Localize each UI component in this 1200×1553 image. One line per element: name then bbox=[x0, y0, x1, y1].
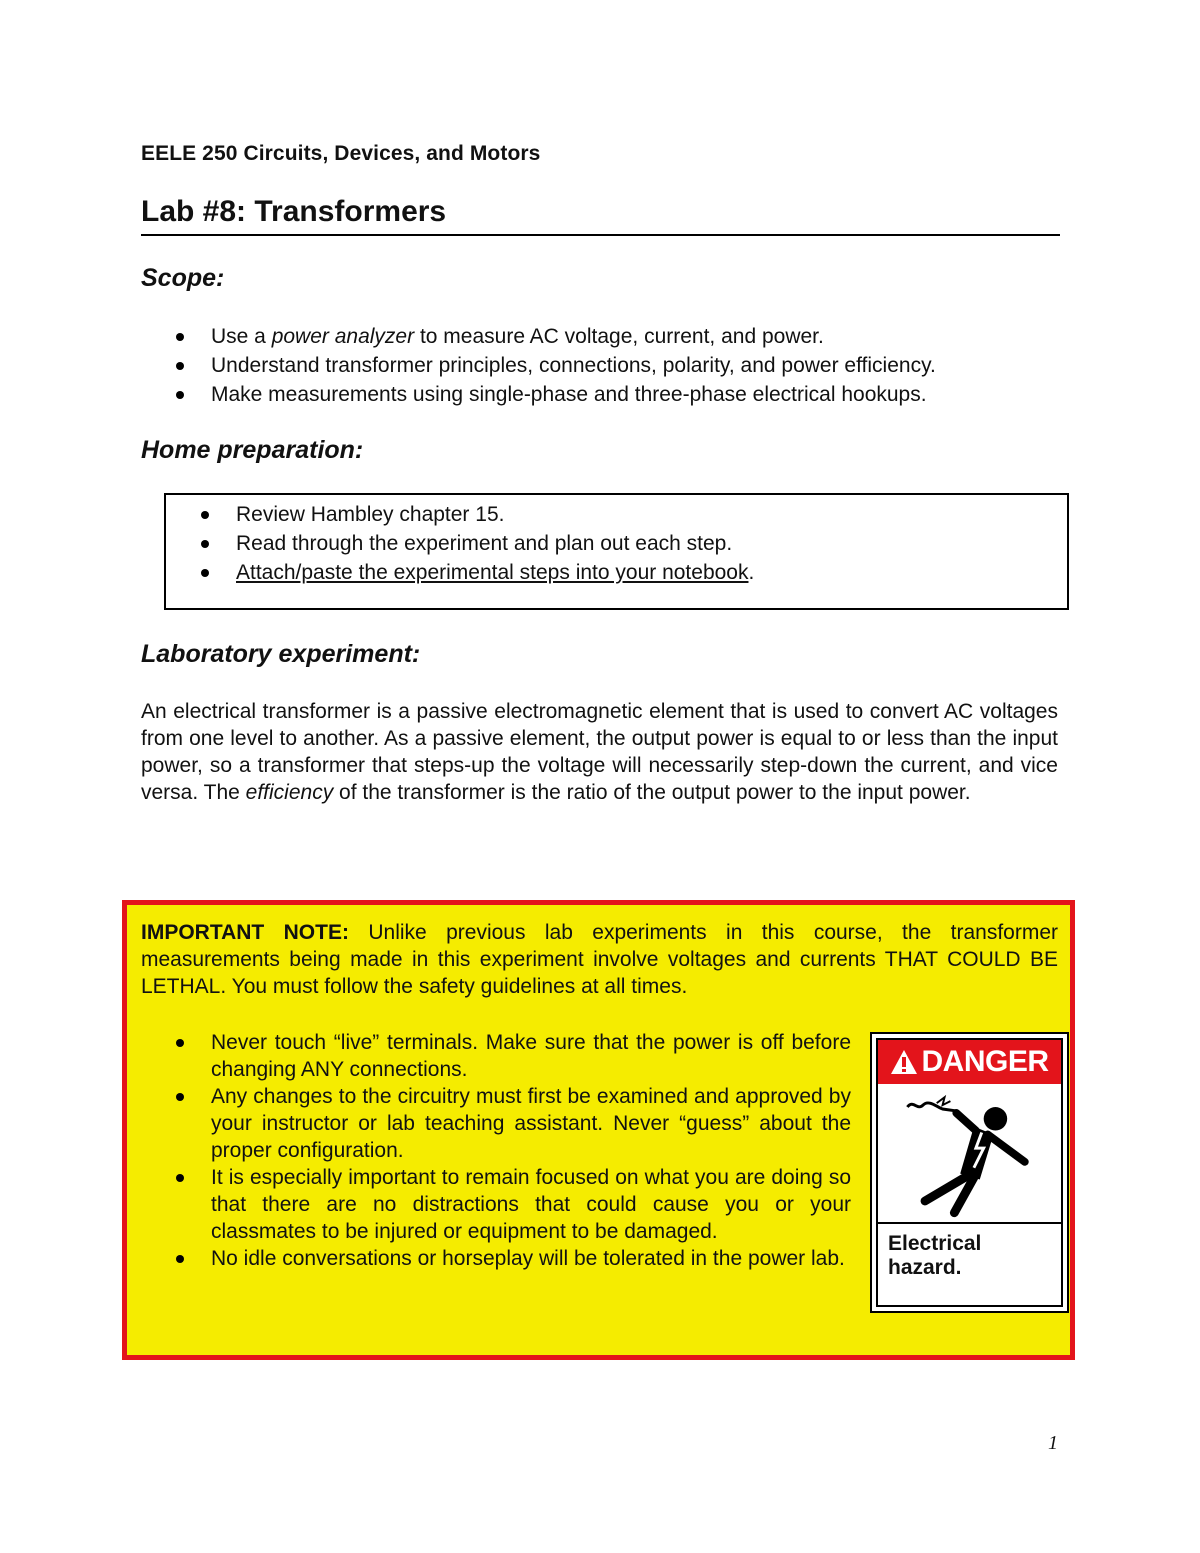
list-item bbox=[141, 351, 1058, 380]
scope-heading: Scope: bbox=[141, 264, 225, 292]
lab-intro-text-end: of the transformer is the ratio of the output power to the input power. bbox=[333, 781, 971, 804]
home-prep-item-underlined: Attach/paste the experimental steps into your notebook bbox=[236, 561, 749, 584]
bullet-icon bbox=[176, 1174, 184, 1182]
safety-item-text: No idle conversations or horseplay will be tolerated in the power lab. bbox=[211, 1247, 845, 1270]
important-note-box bbox=[122, 900, 1075, 1360]
list-item bbox=[166, 529, 1046, 558]
list-item bbox=[141, 380, 1058, 409]
danger-sign-title: DANGER bbox=[921, 1045, 1049, 1078]
important-note-paragraph bbox=[141, 919, 1058, 1000]
electrical-shock-figure-icon bbox=[878, 1088, 1061, 1222]
scope-item-text: Understand transformer principles, connections, polarity, and power efficiency. bbox=[211, 354, 936, 377]
safety-item-text: It is especially important to remain focused on what you are doing so that there are no distractions that could cause you or your classmates to be injured or equipment to be damaged. bbox=[211, 1166, 851, 1243]
lab-intro-text: An electrical transformer is a passive electromagnetic element that is used to convert AC voltages from one level to another. As a passive element, the output power is equal to or less than the input power, so a transformer that steps-up the voltage will necessarily step-down the current, and vice versa. The bbox=[141, 700, 1058, 804]
bullet-icon bbox=[176, 391, 184, 399]
efficiency-term: efficiency bbox=[245, 781, 334, 804]
bullet-icon bbox=[201, 540, 209, 548]
home-prep-box bbox=[164, 493, 1069, 610]
home-prep-heading: Home preparation: bbox=[141, 436, 364, 464]
scope-item-emphasis: power analyzer bbox=[271, 325, 415, 348]
lab-experiment-heading: Laboratory experiment: bbox=[141, 640, 421, 668]
important-note-label: IMPORTANT NOTE: bbox=[141, 921, 349, 944]
important-note-text: Unlike previous lab experiments in this course, the transformer measurements being made in this experiment involve voltages and currents THAT COULD BE LETHAL. You must follow the safety guidelines at all times. bbox=[141, 921, 1058, 998]
lab-title: Lab #8: Transformers bbox=[141, 194, 1060, 236]
danger-sign bbox=[870, 1032, 1069, 1313]
danger-caption-line: Electrical bbox=[888, 1232, 982, 1255]
bullet-icon bbox=[176, 1039, 184, 1047]
bullet-icon bbox=[201, 511, 209, 519]
safety-item-text: Never touch “live” terminals. Make sure that the power is off before changing ANY connections. bbox=[211, 1031, 851, 1081]
list-item bbox=[166, 558, 1046, 587]
bullet-icon bbox=[176, 362, 184, 370]
list-item bbox=[141, 1083, 851, 1164]
scope-item-text: Make measurements using single-phase and three-phase electrical hookups. bbox=[211, 383, 927, 406]
list-item bbox=[141, 1245, 851, 1272]
home-prep-item-text: Read through the experiment and plan out each step. bbox=[236, 532, 733, 555]
list-item bbox=[141, 1164, 851, 1245]
bullet-icon bbox=[201, 569, 209, 577]
list-item bbox=[166, 500, 1046, 529]
lab-intro-paragraph bbox=[141, 698, 1058, 806]
danger-sign-caption bbox=[878, 1222, 1061, 1305]
list-item bbox=[141, 1029, 851, 1083]
bullet-icon bbox=[176, 1093, 184, 1101]
scope-list bbox=[141, 322, 1058, 409]
scope-item-pre: Use a bbox=[211, 325, 272, 348]
home-prep-list bbox=[166, 500, 1046, 587]
home-prep-item-text: Review Hambley chapter 15. bbox=[236, 503, 505, 526]
home-prep-item-post: . bbox=[748, 561, 755, 584]
warning-triangle-icon bbox=[890, 1049, 918, 1075]
danger-sign-frame bbox=[876, 1038, 1063, 1307]
safety-guidelines-list bbox=[141, 1029, 851, 1272]
page-number: 1 bbox=[1048, 1432, 1058, 1454]
danger-sign-header bbox=[878, 1040, 1061, 1084]
list-item bbox=[141, 322, 1058, 351]
bullet-icon bbox=[176, 1255, 184, 1263]
scope-item-post: to measure AC voltage, current, and power. bbox=[414, 325, 824, 348]
danger-caption-line: hazard. bbox=[888, 1256, 962, 1279]
bullet-icon bbox=[176, 333, 184, 341]
safety-item-text: Any changes to the circuitry must first be examined and approved by your instructor or lab teaching assistant. Never “guess” about the proper configuration. bbox=[211, 1085, 851, 1162]
course-title: EELE 250 Circuits, Devices, and Motors bbox=[141, 142, 541, 165]
